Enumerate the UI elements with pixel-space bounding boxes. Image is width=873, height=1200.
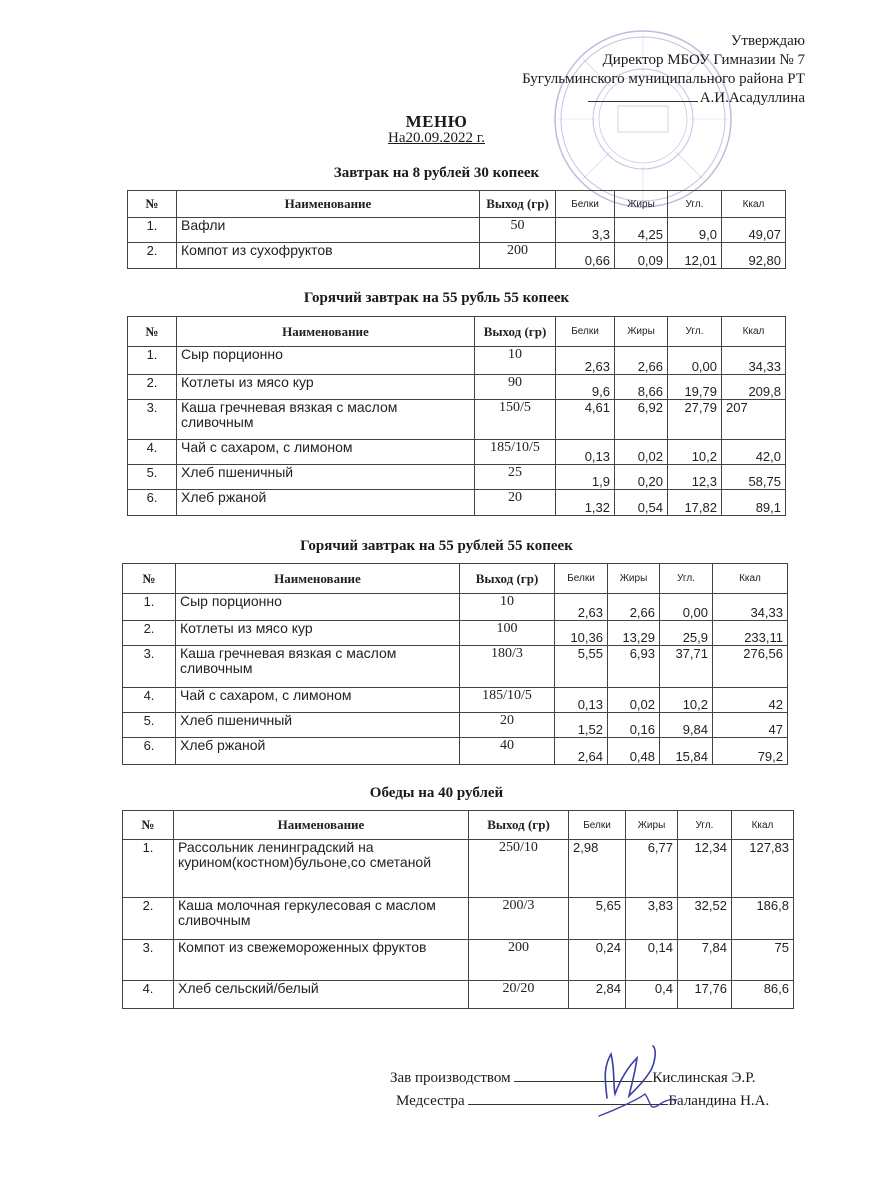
row-name: Чай с сахаром, с лимоном (176, 688, 460, 713)
menu-table-lunch (122, 810, 794, 1009)
row-num: 6. (128, 490, 177, 516)
row-protein: 1,9 (556, 465, 615, 490)
row-name: Чай с сахаром, с лимоном (177, 440, 475, 465)
table-row (128, 218, 786, 243)
header-protein: Белки (556, 317, 615, 347)
header-name: Наименование (174, 811, 469, 840)
row-protein: 2,63 (556, 347, 615, 375)
row-kcal: 89,1 (722, 490, 786, 516)
row-num: 1. (123, 594, 176, 621)
header-fat: Жиры (615, 191, 668, 218)
row-protein: 3,3 (556, 218, 615, 243)
row-num: 1. (123, 840, 174, 898)
header-carb: Угл. (660, 564, 713, 594)
table-header-row (128, 191, 786, 218)
row-kcal: 127,83 (732, 840, 794, 898)
row-carb: 17,76 (678, 981, 732, 1009)
row-num: 3. (123, 940, 174, 981)
row-protein: 2,63 (555, 594, 608, 621)
header-protein: Белки (555, 564, 608, 594)
row-carb: 0,00 (660, 594, 713, 621)
row-carb: 12,3 (668, 465, 722, 490)
approval-line-3: Бугульминского муниципального района РТ (522, 71, 805, 87)
row-fat: 8,66 (615, 375, 668, 400)
menu-table-breakfast (127, 190, 786, 269)
header-name: Наименование (176, 564, 460, 594)
row-carb: 12,34 (678, 840, 732, 898)
row-kcal: 92,80 (722, 243, 786, 269)
row-name: Каша гречневая вязкая с маслом сливочным (177, 400, 475, 440)
row-name: Хлеб ржаной (176, 738, 460, 765)
row-num: 2. (128, 375, 177, 400)
signature-blank (588, 101, 698, 102)
header-out: Выход (гр) (480, 191, 556, 218)
table-row (123, 898, 794, 940)
header-name: Наименование (177, 191, 480, 218)
row-fat: 2,66 (615, 347, 668, 375)
row-num: 4. (128, 440, 177, 465)
menu-date-text: На20.09.2022 г. (388, 130, 485, 146)
header-kcal: Ккал (732, 811, 794, 840)
table-row (128, 465, 786, 490)
header-fat: Жиры (615, 317, 668, 347)
row-carb: 27,79 (668, 400, 722, 440)
approval-line-1: Утверждаю (730, 33, 805, 49)
section-title-lunch: Обеды на 40 рублей (369, 785, 504, 801)
table-row (128, 400, 786, 440)
approval-line-2: Директор МБОУ Гимназии № 7 (602, 52, 805, 68)
table-header-row (123, 564, 788, 594)
header-kcal: Ккал (722, 317, 786, 347)
header-protein: Белки (569, 811, 626, 840)
row-protein: 5,65 (569, 898, 626, 940)
row-carb: 7,84 (678, 940, 732, 981)
row-num: 5. (123, 713, 176, 738)
director-name: А.И.Асадуллина (699, 90, 805, 106)
table-row (123, 840, 794, 898)
table-row (128, 440, 786, 465)
header-protein: Белки (556, 191, 615, 218)
table-header-row (128, 317, 786, 347)
row-num: 1. (128, 347, 177, 375)
menu-table-hot-breakfast-2 (122, 563, 788, 765)
row-name: Котлеты из мясо кур (177, 375, 475, 400)
table-row (123, 646, 788, 688)
row-out: 100 (460, 621, 555, 646)
row-protein: 0,13 (556, 440, 615, 465)
row-name: Каша молочная геркулесовая с маслом сливочным (174, 898, 469, 940)
row-name: Сыр порционно (176, 594, 460, 621)
row-kcal: 42,0 (722, 440, 786, 465)
row-kcal: 86,6 (732, 981, 794, 1009)
row-protein: 2,64 (555, 738, 608, 765)
row-name: Котлеты из мясо кур (176, 621, 460, 646)
row-out: 40 (460, 738, 555, 765)
row-num: 2. (123, 621, 176, 646)
row-num: 3. (128, 400, 177, 440)
menu-date (0, 130, 873, 147)
row-name: Рассольник ленинградский на курином(костном)бульоне,со сметаной (174, 840, 469, 898)
table-row (123, 688, 788, 713)
row-carb: 10,2 (660, 688, 713, 713)
row-num: 5. (128, 465, 177, 490)
row-kcal: 79,2 (713, 738, 788, 765)
header-num: № (123, 811, 174, 840)
row-out: 200/3 (469, 898, 569, 940)
row-fat: 0,02 (615, 440, 668, 465)
row-num: 6. (123, 738, 176, 765)
row-carb: 19,79 (668, 375, 722, 400)
row-out: 250/10 (469, 840, 569, 898)
header-num: № (128, 191, 177, 218)
row-num: 2. (123, 898, 174, 940)
row-fat: 0,48 (608, 738, 660, 765)
row-out: 90 (475, 375, 556, 400)
table-row (128, 490, 786, 516)
row-out: 185/10/5 (475, 440, 556, 465)
row-num: 4. (123, 688, 176, 713)
row-carb: 9,84 (660, 713, 713, 738)
footer-production (390, 1070, 755, 1087)
table-row (123, 621, 788, 646)
table-row (123, 713, 788, 738)
nurse-name: Баландина Н.А. (668, 1093, 770, 1109)
row-name: Компот из сухофруктов (177, 243, 480, 269)
row-name: Каша гречневая вязкая с маслом сливочным (176, 646, 460, 688)
menu-table-hot-breakfast-1 (127, 316, 786, 516)
production-name: Кислинская Э.Р. (652, 1070, 756, 1086)
row-fat: 2,66 (608, 594, 660, 621)
row-out: 200 (469, 940, 569, 981)
row-out: 50 (480, 218, 556, 243)
row-out: 200 (480, 243, 556, 269)
row-carb: 9,0 (668, 218, 722, 243)
row-name: Компот из свежемороженных фруктов (174, 940, 469, 981)
row-fat: 0,20 (615, 465, 668, 490)
row-out: 20 (475, 490, 556, 516)
table-header-row (123, 811, 794, 840)
row-kcal: 49,07 (722, 218, 786, 243)
row-carb: 15,84 (660, 738, 713, 765)
row-protein: 0,66 (556, 243, 615, 269)
row-out: 25 (475, 465, 556, 490)
row-out: 185/10/5 (460, 688, 555, 713)
row-fat: 0,16 (608, 713, 660, 738)
row-num: 2. (128, 243, 177, 269)
row-protein: 9,6 (556, 375, 615, 400)
row-out: 180/3 (460, 646, 555, 688)
row-carb: 32,52 (678, 898, 732, 940)
row-protein: 0,24 (569, 940, 626, 981)
footer-nurse (396, 1093, 769, 1110)
row-fat: 0,4 (626, 981, 678, 1009)
row-protein: 2,98 (569, 840, 626, 898)
row-carb: 37,71 (660, 646, 713, 688)
row-protein: 2,84 (569, 981, 626, 1009)
row-num: 4. (123, 981, 174, 1009)
header-fat: Жиры (626, 811, 678, 840)
section-title-hot-breakfast-2: Горячий завтрак на 55 рублей 55 копеек (300, 538, 573, 554)
row-kcal: 34,33 (722, 347, 786, 375)
table-row (123, 981, 794, 1009)
row-name: Хлеб пшеничный (176, 713, 460, 738)
row-kcal: 186,8 (732, 898, 794, 940)
row-fat: 0,54 (615, 490, 668, 516)
header-out: Выход (гр) (469, 811, 569, 840)
row-kcal: 209,8 (722, 375, 786, 400)
table-row (128, 375, 786, 400)
production-label: Зав производством (390, 1070, 511, 1086)
page-title: МЕНЮ (405, 112, 468, 131)
row-kcal: 34,33 (713, 594, 788, 621)
header-name: Наименование (177, 317, 475, 347)
row-kcal: 42 (713, 688, 788, 713)
approval-signature-line (522, 89, 805, 108)
table-row (123, 738, 788, 765)
row-carb: 25,9 (660, 621, 713, 646)
table-row (128, 347, 786, 375)
row-fat: 3,83 (626, 898, 678, 940)
row-protein: 10,36 (555, 621, 608, 646)
row-fat: 4,25 (615, 218, 668, 243)
header-kcal: Ккал (713, 564, 788, 594)
row-carb: 10,2 (668, 440, 722, 465)
row-name: Вафли (177, 218, 480, 243)
row-num: 1. (128, 218, 177, 243)
header-carb: Угл. (668, 317, 722, 347)
row-fat: 6,93 (608, 646, 660, 688)
row-carb: 12,01 (668, 243, 722, 269)
table-row (123, 940, 794, 981)
row-out: 20 (460, 713, 555, 738)
row-kcal: 233,11 (713, 621, 788, 646)
row-name: Хлеб ржаной (177, 490, 475, 516)
header-carb: Угл. (678, 811, 732, 840)
row-carb: 0,00 (668, 347, 722, 375)
row-protein: 1,32 (556, 490, 615, 516)
row-carb: 17,82 (668, 490, 722, 516)
row-name: Сыр порционно (177, 347, 475, 375)
row-kcal: 47 (713, 713, 788, 738)
row-out: 20/20 (469, 981, 569, 1009)
row-fat: 0,02 (608, 688, 660, 713)
header-carb: Угл. (668, 191, 722, 218)
section-title-hot-breakfast-1: Горячий завтрак на 55 рубль 55 копеек (303, 290, 570, 306)
section-title-breakfast: Завтрак на 8 рублей 30 копеек (333, 165, 540, 181)
row-out: 150/5 (475, 400, 556, 440)
row-kcal: 75 (732, 940, 794, 981)
row-fat: 13,29 (608, 621, 660, 646)
row-protein: 1,52 (555, 713, 608, 738)
header-kcal: Ккал (722, 191, 786, 218)
row-fat: 0,14 (626, 940, 678, 981)
row-fat: 6,92 (615, 400, 668, 440)
nurse-label: Медсестра (396, 1093, 465, 1109)
row-protein: 4,61 (556, 400, 615, 440)
header-out: Выход (гр) (460, 564, 555, 594)
row-name: Хлеб пшеничный (177, 465, 475, 490)
row-protein: 0,13 (555, 688, 608, 713)
row-fat: 6,77 (626, 840, 678, 898)
row-protein: 5,55 (555, 646, 608, 688)
header-num: № (123, 564, 176, 594)
row-fat: 0,09 (615, 243, 668, 269)
table-row (128, 243, 786, 269)
row-kcal: 58,75 (722, 465, 786, 490)
row-out: 10 (475, 347, 556, 375)
table-row (123, 594, 788, 621)
header-num: № (128, 317, 177, 347)
row-kcal: 276,56 (713, 646, 788, 688)
row-name: Хлеб сельский/белый (174, 981, 469, 1009)
approval-block (522, 32, 805, 108)
row-kcal: 207 (722, 400, 786, 440)
row-num: 3. (123, 646, 176, 688)
row-out: 10 (460, 594, 555, 621)
handwritten-signature (585, 1040, 695, 1120)
header-fat: Жиры (608, 564, 660, 594)
header-out: Выход (гр) (475, 317, 556, 347)
